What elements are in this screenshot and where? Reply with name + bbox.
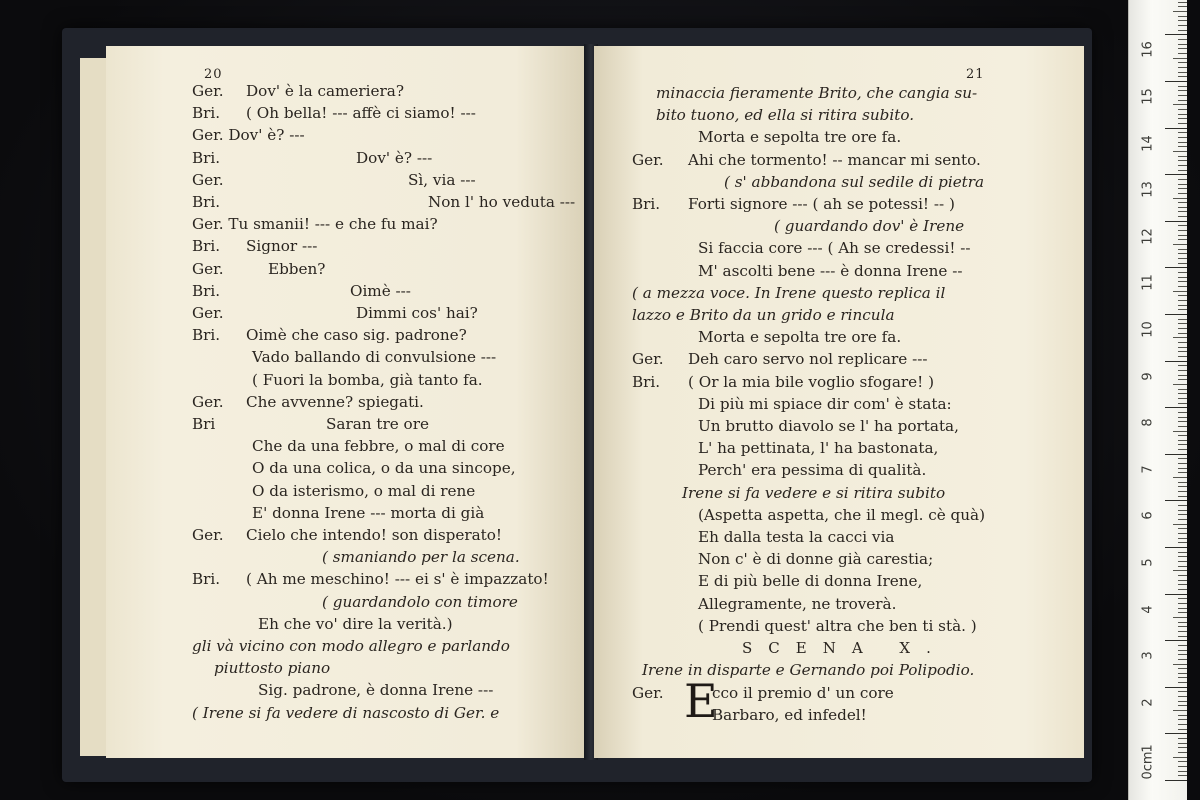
ruler-tick (1178, 328, 1187, 329)
ruler-tick (1165, 314, 1187, 315)
ruler-tick (1178, 696, 1187, 697)
verse-line: Che da una febbre, o mal di core (252, 437, 505, 456)
speaker-label: Ger. (192, 170, 224, 189)
ruler-tick (1178, 253, 1187, 254)
ruler-tick (1178, 202, 1187, 203)
ruler-tick (1178, 612, 1187, 613)
ruler-tick (1178, 603, 1187, 604)
verse-line: Saran tre ore (326, 415, 429, 433)
ruler-tick (1178, 39, 1187, 40)
stage-direction: ( smaniando per la scena. (322, 548, 520, 567)
verse-line: Non c' è di donne già carestia; (698, 550, 934, 569)
ruler-tick (1178, 682, 1187, 683)
ruler-tick (1178, 729, 1187, 730)
ruler-tick (1178, 719, 1187, 720)
verse-line: O da isterismo, o mal di rene (252, 481, 476, 500)
verse-line: ( Oh bella! --- affè ci siamo! --- (246, 104, 476, 123)
ruler-tick (1178, 650, 1187, 651)
ruler-tick (1178, 146, 1187, 147)
ruler-tick (1178, 584, 1187, 585)
ruler-tick (1173, 477, 1187, 478)
ruler-tick (1178, 435, 1187, 436)
ruler-tick (1178, 552, 1187, 553)
ruler-tick (1173, 244, 1187, 245)
verse-line: Ger. Tu smanii! --- e che fu mai? (192, 215, 438, 234)
ruler-tick (1165, 733, 1187, 734)
ruler-tick (1178, 48, 1187, 49)
ruler-tick (1178, 118, 1187, 119)
verse-line: Vado ballando di convulsione --- (252, 348, 497, 367)
ruler-tick (1178, 561, 1187, 562)
left-page (106, 46, 588, 758)
ruler-tick (1165, 500, 1187, 501)
ruler-tick (1178, 542, 1187, 543)
ruler-tick (1178, 379, 1187, 380)
stage-direction: minaccia fieramente Brito, che cangia su- (656, 84, 978, 102)
ruler-tick (1178, 393, 1187, 394)
speaker-label: Bri. (632, 195, 661, 213)
ruler-tick (1178, 556, 1187, 557)
ruler-tick (1178, 766, 1187, 767)
ruler-tick (1178, 631, 1187, 632)
stage-direction: ( guardandolo con timore (322, 592, 518, 611)
ruler-tick (1178, 458, 1187, 459)
ruler-label: 1 (1140, 744, 1156, 754)
verse-line: ( Or la mia bile voglio sfogare! ) (688, 372, 934, 391)
page-number-right: 21 (966, 67, 985, 82)
ruler-tick (1178, 90, 1187, 91)
ruler-tick (1178, 659, 1187, 660)
ruler-label: 2 (1140, 698, 1156, 707)
speaker-label: Bri. (632, 372, 661, 391)
ruler-tick (1178, 319, 1187, 320)
ruler-tick (1178, 463, 1187, 464)
ruler-tick (1178, 25, 1187, 26)
speaker-label: Ger. (632, 150, 664, 169)
ruler-tick (1165, 454, 1187, 455)
ruler-tick (1178, 486, 1187, 487)
ruler-tick (1173, 570, 1187, 571)
ruler-tick (1178, 207, 1187, 208)
ruler-tick (1178, 216, 1187, 217)
verse-line: ( Fuori la bomba, già tanto fa. (252, 370, 483, 389)
verse-line: Dimmi cos' hai? (356, 304, 478, 322)
ruler-label: 14 (1140, 134, 1156, 152)
ruler-tick (1178, 300, 1187, 301)
verse-line: Deh caro servo nol replicare --- (688, 350, 928, 369)
ruler-tick (1178, 165, 1187, 166)
stage-direction: ( s' abbandona sul sedile di pietra (724, 172, 985, 191)
ruler-tick (1173, 11, 1187, 12)
verse-line: ( Ah me meschino! --- ei s' è impazzato! (246, 570, 549, 589)
ruler-tick (1173, 198, 1187, 199)
ruler-tick (1178, 356, 1187, 357)
ruler-tick (1178, 496, 1187, 497)
ruler-tick (1178, 235, 1187, 236)
verse-line: Sì, via --- (408, 170, 476, 189)
ruler-label: 9 (1140, 371, 1156, 381)
stage-direction: gli và vicino con modo allegro e parlando (192, 637, 510, 655)
verse-line: Barbaro, ed infedel! (712, 706, 867, 724)
ruler-tick (1178, 771, 1187, 772)
verse-line: Eh che vo' dire la verità.) (258, 614, 453, 633)
verse-line: Sig. padrone, è donna Irene --- (258, 681, 494, 700)
speaker-label: Ger. (192, 392, 224, 411)
ruler-tick (1178, 342, 1187, 343)
ruler-tick (1178, 249, 1187, 250)
page-number-left: 20 (204, 67, 223, 82)
ruler-tick (1178, 323, 1187, 324)
verse-line: Allegramente, ne troverà. (698, 594, 897, 613)
verse-line: Forti signore --- ( ah se potessi! -- ) (688, 195, 955, 213)
ruler-tick (1178, 412, 1187, 413)
ruler-tick (1173, 664, 1187, 665)
ruler-tick (1165, 267, 1187, 268)
ruler-tick (1178, 62, 1187, 63)
ruler-tick (1178, 626, 1187, 627)
verse-line: Oimè --- (350, 281, 411, 300)
ruler-tick (1178, 333, 1187, 334)
ruler-tick (1178, 347, 1187, 348)
ruler-label: 10 (1140, 321, 1156, 338)
ruler-label: 12 (1140, 228, 1156, 245)
ruler-tick (1178, 403, 1187, 404)
stage-direction: Irene in disparte e Gernando poi Polipodio. (642, 661, 975, 680)
ruler-tick (1178, 566, 1187, 567)
ruler-tick (1165, 780, 1187, 781)
ruler-label: 4 (1140, 604, 1156, 614)
ruler-tick (1178, 538, 1187, 539)
ruler-tick (1173, 617, 1187, 618)
ruler-tick (1178, 691, 1187, 692)
ruler-tick (1178, 598, 1187, 599)
verse-line: Ger. Dov' è? --- (192, 126, 305, 145)
ruler-tick (1178, 67, 1187, 68)
speaker-label: Bri. (192, 237, 221, 256)
ruler-tick (1165, 128, 1187, 129)
ruler-tick (1178, 170, 1187, 171)
ruler-tick (1178, 193, 1187, 194)
ruler-tick (1178, 239, 1187, 240)
ruler-tick (1178, 668, 1187, 669)
ruler-tick (1178, 510, 1187, 511)
stage-direction: bito tuono, ed ella si ritira subito. (656, 106, 915, 125)
ruler-tick (1178, 468, 1187, 469)
ruler-tick (1178, 528, 1187, 529)
ruler-tick (1178, 724, 1187, 725)
ruler-tick (1178, 398, 1187, 399)
ruler-tick (1178, 417, 1187, 418)
ruler-tick (1178, 654, 1187, 655)
ruler-tick (1173, 524, 1187, 525)
right-page (594, 46, 1084, 758)
ruler-tick (1178, 449, 1187, 450)
ruler-label: 6 (1140, 511, 1156, 521)
ruler-tick (1178, 673, 1187, 674)
ruler-tick (1178, 2, 1187, 3)
ruler-tick (1178, 123, 1187, 124)
ruler-tick (1178, 137, 1187, 138)
ruler-tick (1178, 86, 1187, 87)
ruler-tick (1178, 281, 1187, 282)
ruler-tick (1178, 95, 1187, 96)
speaker-label: Bri. (192, 193, 221, 211)
ruler-tick (1173, 431, 1187, 432)
ruler-tick (1178, 738, 1187, 739)
ruler-tick (1178, 263, 1187, 264)
ruler-tick (1178, 505, 1187, 506)
verse-line: O da una colica, o da una sincope, (252, 459, 516, 478)
stage-direction: ( Irene si fa vedere di nascosto di Ger. e (192, 703, 500, 722)
speaker-label: Bri. (192, 281, 221, 300)
ruler-label: 5 (1140, 558, 1156, 567)
ruler-tick (1178, 295, 1187, 296)
verse-line: ( Prendi quest' altra che ben ti stà. ) (698, 616, 977, 635)
verse-line: Dov' è la cameriera? (246, 82, 404, 100)
ruler-tick (1165, 594, 1187, 595)
ruler-tick (1178, 636, 1187, 637)
ruler-label: 3 (1140, 651, 1156, 660)
speaker-label: Ger. (192, 82, 224, 100)
ruler-tick (1178, 752, 1187, 753)
ruler-tick (1178, 211, 1187, 212)
ruler-tick (1178, 76, 1187, 77)
ruler-tick (1178, 747, 1187, 748)
ruler-tick (1178, 589, 1187, 590)
ruler-label: 8 (1140, 418, 1156, 427)
verse-line: Di più mi spiace dir com' è stata: (698, 394, 952, 413)
ruler-tick (1178, 351, 1187, 352)
ruler-tick (1165, 640, 1187, 641)
stage-direction: ( guardando dov' è Irene (774, 217, 965, 236)
ruler-tick (1178, 309, 1187, 310)
ruler-tick (1173, 151, 1187, 152)
ruler-tick (1178, 622, 1187, 623)
ruler-tick (1173, 291, 1187, 292)
ruler-tick (1178, 305, 1187, 306)
ruler-tick (1178, 365, 1187, 366)
measuring-ruler (1128, 0, 1187, 800)
verse-line: Morta e sepolta tre ore fa. (698, 328, 902, 347)
speaker-label: Bri. (192, 148, 221, 167)
ruler-tick (1165, 34, 1187, 35)
ruler-tick (1178, 160, 1187, 161)
stage-direction: Irene si fa vedere e si ritira subito (682, 483, 946, 502)
verse-line: Cielo che intendo! son disperato! (246, 526, 502, 544)
ruler-tick (1173, 104, 1187, 105)
ruler-tick (1178, 225, 1187, 226)
ruler-tick (1165, 687, 1187, 688)
ruler-tick (1178, 705, 1187, 706)
ruler-tick (1178, 580, 1187, 581)
ruler-tick (1178, 258, 1187, 259)
verse-line: Morta e sepolta tre ore fa. (698, 128, 902, 147)
ruler-tick (1165, 361, 1187, 362)
ruler-tick (1165, 407, 1187, 408)
ruler-tick (1178, 519, 1187, 520)
ruler-tick (1178, 645, 1187, 646)
ruler-tick (1173, 384, 1187, 385)
ruler-label: 13 (1140, 181, 1156, 198)
ruler-tick (1178, 156, 1187, 157)
verse-line: L' ha pettinata, l' ha bastonata, (698, 439, 939, 458)
ruler-tick (1178, 677, 1187, 678)
ruler-tick (1178, 426, 1187, 427)
verse-line: E di più belle di donna Irene, (698, 572, 923, 591)
verse-line: SCENA X. (742, 639, 947, 657)
speaker-label: Bri. (192, 570, 221, 589)
verse-line: Che avvenne? spiegati. (246, 392, 424, 411)
ruler-tick (1178, 277, 1187, 278)
ruler-tick (1178, 230, 1187, 231)
ruler-tick (1178, 16, 1187, 17)
drop-cap: E (684, 674, 718, 728)
ruler-tick (1178, 575, 1187, 576)
speaker-label: Bri. (192, 104, 221, 123)
verse-line: M' ascolti bene --- è donna Irene -- (698, 261, 963, 280)
speaker-label: Ger. (632, 350, 664, 369)
speaker-label: Ger. (632, 684, 664, 702)
ruler-tick (1173, 757, 1187, 758)
ruler-tick (1165, 174, 1187, 175)
ruler-label: 15 (1140, 88, 1156, 105)
stage-direction: ( a mezza voce. In Irene questo replica il (632, 283, 946, 302)
ruler-unit-label: 0cm (1140, 751, 1156, 780)
ruler-label: 16 (1140, 41, 1156, 59)
ruler-tick (1178, 533, 1187, 534)
speaker-label: Ger. (192, 259, 224, 278)
ruler-tick (1178, 472, 1187, 473)
verse-line: cco il premio d' un core (712, 684, 894, 702)
verse-line: Un brutto diavolo se l' ha portata, (698, 417, 959, 435)
verse-line: Non l' ho veduta --- (428, 193, 576, 211)
ruler-tick (1178, 775, 1187, 776)
ruler-tick (1178, 375, 1187, 376)
verse-line: Si faccia core --- ( Ah se credessi! -- (698, 239, 971, 258)
ruler-tick (1178, 389, 1187, 390)
stage-direction: lazzo e Brito da un grido e rincula (632, 306, 895, 324)
ruler-tick (1173, 58, 1187, 59)
ruler-tick (1178, 608, 1187, 609)
ruler-tick (1178, 370, 1187, 371)
ruler-tick (1178, 44, 1187, 45)
ruler-tick (1178, 743, 1187, 744)
ruler-tick (1178, 286, 1187, 287)
ruler-tick (1178, 701, 1187, 702)
verse-line: (Aspetta aspetta, che il megl. cè quà) (698, 505, 986, 524)
ruler-tick (1178, 100, 1187, 101)
ruler-tick (1178, 491, 1187, 492)
ruler-tick (1178, 20, 1187, 21)
speaker-label: Ger. (192, 526, 224, 544)
ruler-tick (1178, 132, 1187, 133)
ruler-tick (1178, 184, 1187, 185)
ruler-tick (1178, 421, 1187, 422)
speaker-label: Bri (192, 415, 216, 433)
verse-line: Eh dalla testa la cacci via (698, 528, 895, 546)
ruler-tick (1178, 109, 1187, 110)
ruler-tick (1178, 482, 1187, 483)
verse-line: Dov' è? --- (356, 148, 433, 167)
ruler-tick (1178, 179, 1187, 180)
verse-line: Perch' era pessima di qualità. (698, 461, 927, 480)
ruler-tick (1178, 272, 1187, 273)
verse-line: Oimè che caso sig. padrone? (246, 326, 467, 345)
ruler-label: 7 (1140, 465, 1156, 474)
ruler-tick (1178, 514, 1187, 515)
ruler-tick (1178, 440, 1187, 441)
ruler-tick (1173, 337, 1187, 338)
ruler-tick (1178, 761, 1187, 762)
ruler-tick (1173, 710, 1187, 711)
ruler-tick (1178, 715, 1187, 716)
ruler-tick (1178, 444, 1187, 445)
ruler-tick (1178, 142, 1187, 143)
ruler-tick (1178, 72, 1187, 73)
ruler-tick (1178, 114, 1187, 115)
ruler-tick (1178, 53, 1187, 54)
ruler-tick (1178, 6, 1187, 7)
verse-line: Ahi che tormento! -- mancar mi sento. (688, 150, 981, 169)
ruler-tick (1178, 30, 1187, 31)
ruler-tick (1178, 188, 1187, 189)
speaker-label: Ger. (192, 304, 224, 322)
verse-line: Ebben? (268, 259, 326, 278)
stage-direction: piuttosto piano (214, 659, 331, 678)
ruler-tick (1165, 221, 1187, 222)
ruler-tick (1165, 81, 1187, 82)
speaker-label: Bri. (192, 326, 221, 345)
ruler-tick (1165, 547, 1187, 548)
verse-line: Signor --- (246, 237, 318, 256)
verse-line: E' donna Irene --- morta di già (252, 503, 485, 522)
ruler-label: 11 (1140, 274, 1156, 292)
